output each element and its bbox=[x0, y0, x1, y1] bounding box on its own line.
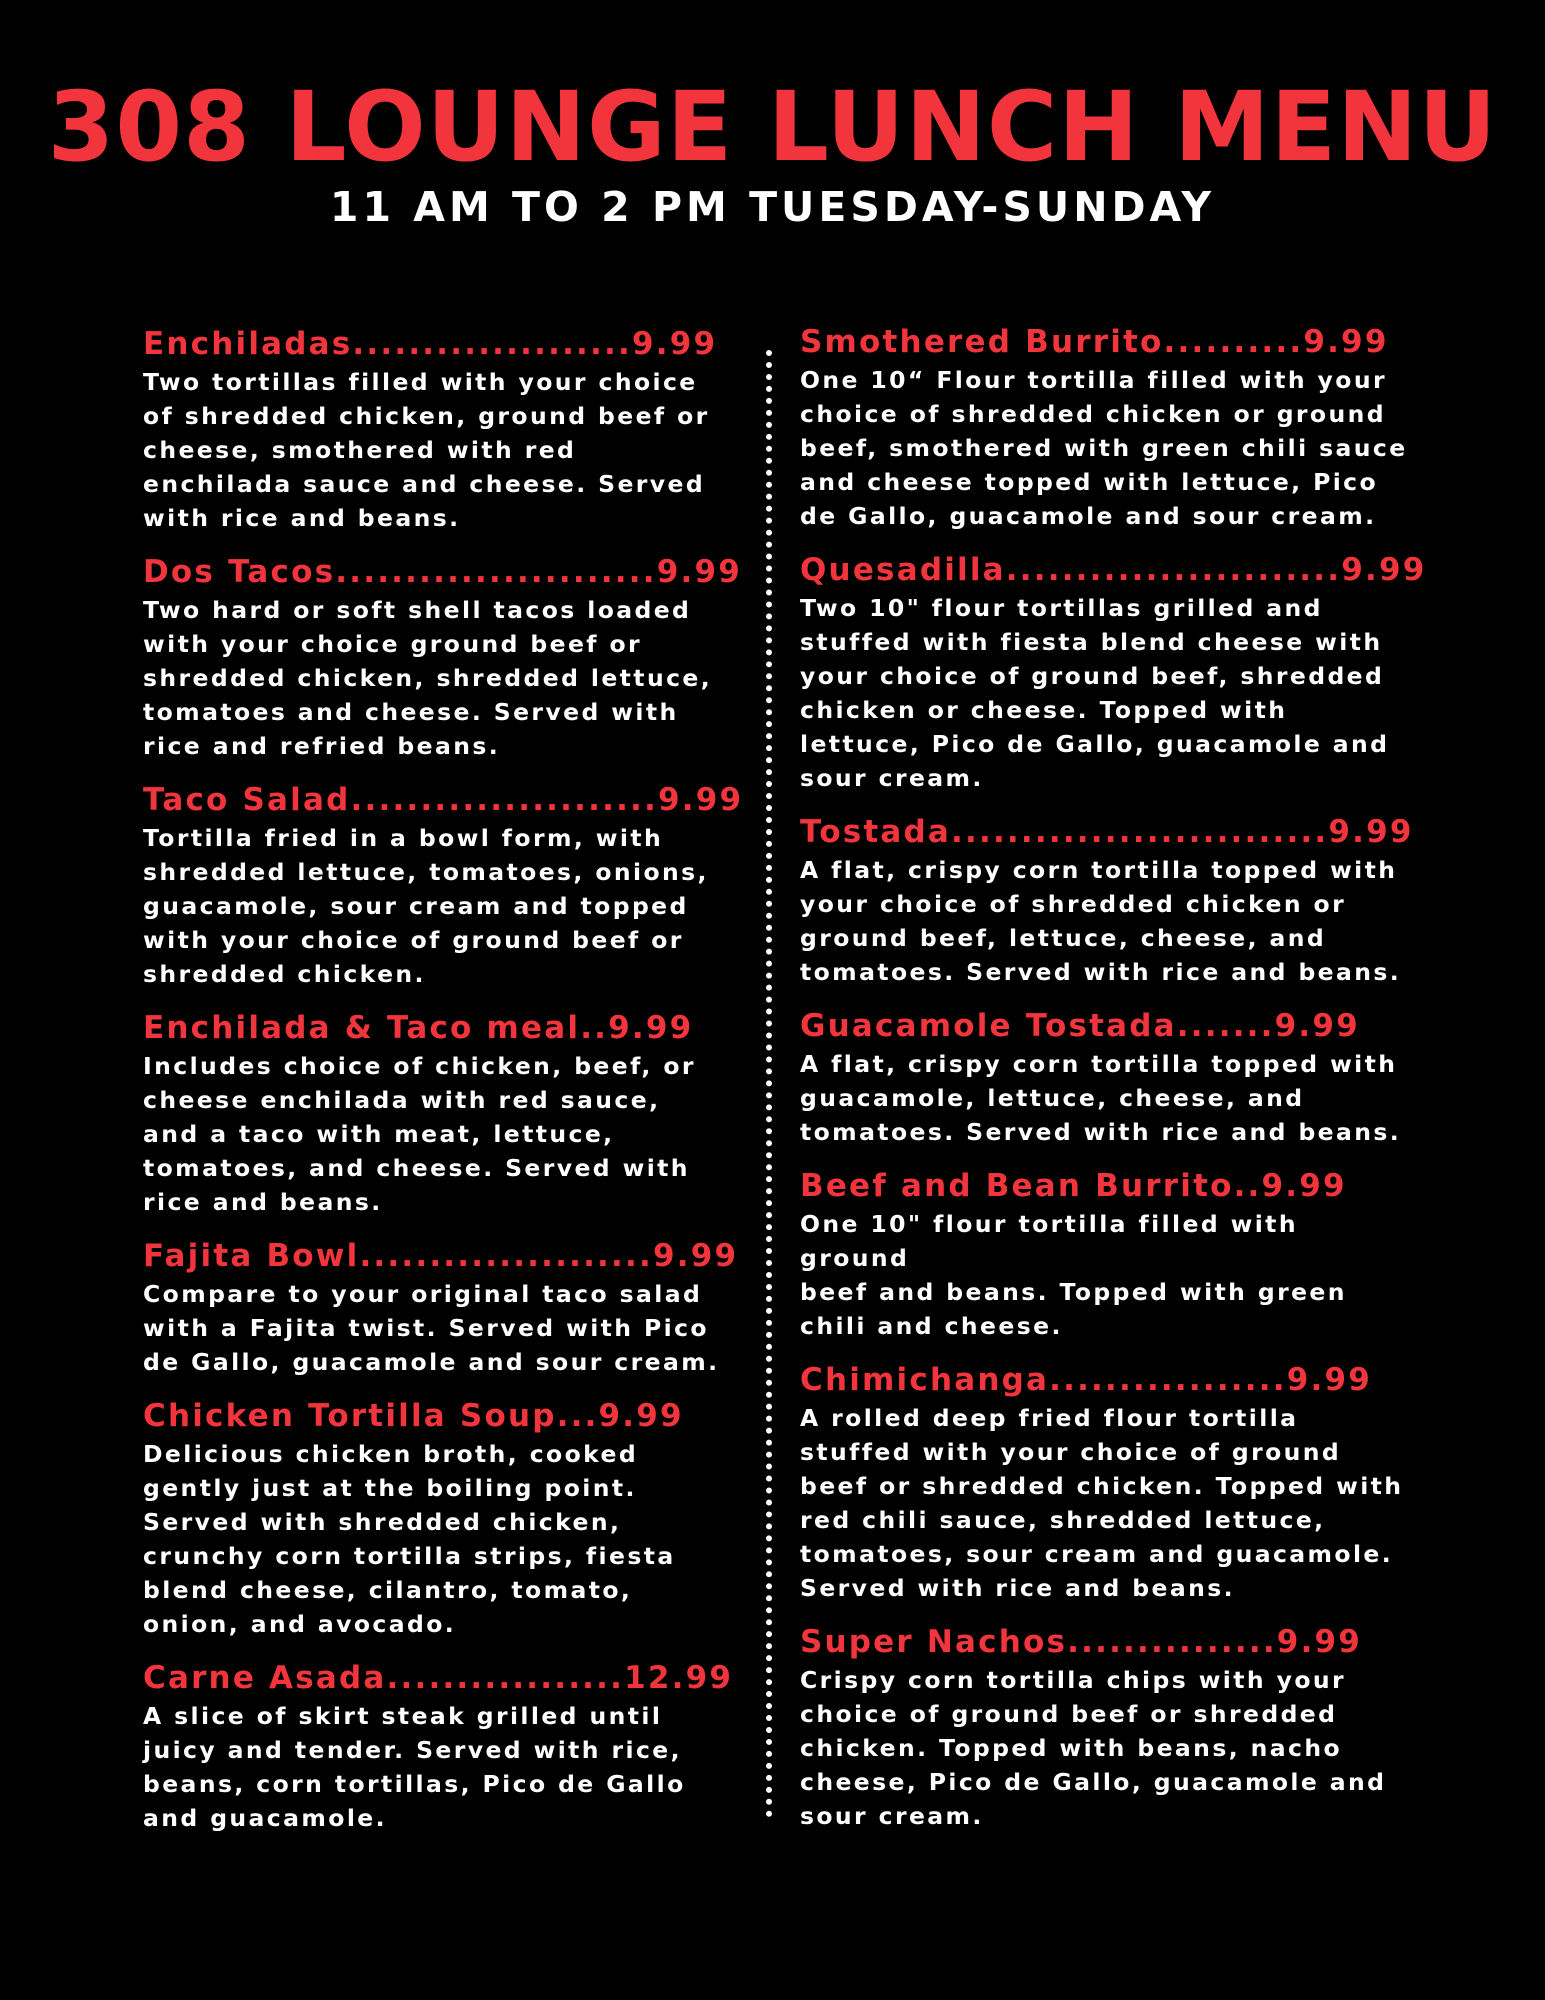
menu-item-name: Dos Tacos.......................9.99 bbox=[143, 554, 743, 590]
menu-item-description: Crispy corn tortilla chips with your choice of ground beef or shredded chicken. Topped with beans, nacho cheese, Pico de Gallo, guacamole and sour cream. bbox=[800, 1666, 1387, 1830]
menu-item-name: Chimichanga.................9.99 bbox=[800, 1362, 1373, 1398]
menu-item-description: A slice of skirt steak grilled until juicy and tender. Served with rice, beans, corn tortillas, Pico de Gallo and guacamole. bbox=[143, 1702, 686, 1832]
menu-item-name: Fajita Bowl.....................9.99 bbox=[143, 1238, 739, 1274]
menu-item-enchilada-taco-meal bbox=[143, 1008, 753, 1219]
menu-item-quesadilla bbox=[800, 550, 1427, 795]
column-divider bbox=[766, 350, 772, 1818]
menu-item-name: Carne Asada.................12.99 bbox=[143, 1660, 734, 1696]
menu-hours: 11 AM TO 2 PM TUESDAY-SUNDAY bbox=[329, 183, 1216, 231]
left-menu-column bbox=[143, 324, 753, 1852]
menu-item-description: A flat, crispy corn tortilla topped with your choice of shredded chicken or ground beef, lettuce, cheese, and tomatoes. Served with rice and beans. bbox=[800, 856, 1402, 986]
menu-item-beef-bean-burrito bbox=[800, 1166, 1410, 1343]
menu-item-name: Quesadilla........................9.99 bbox=[800, 552, 1427, 588]
menu-item-guacamole-tostada bbox=[800, 1006, 1410, 1149]
menu-item-description: Two tortillas filled with your choice of shredded chicken, ground beef or cheese, smothered with red enchilada sauce and cheese. Served with rice and beans. bbox=[143, 368, 710, 532]
menu-item-chicken-tortilla-soup bbox=[143, 1396, 753, 1641]
menu-item-description: A flat, crispy corn tortilla topped with guacamole, lettuce, cheese, and tomatoes. Served with rice and beans. bbox=[800, 1050, 1402, 1146]
menu-item-description: Two hard or soft shell tacos loaded with your choice ground beef or shredded chicken, shredded lettuce, tomatoes and cheese. Served with rice and refried beans. bbox=[143, 596, 713, 760]
right-menu-column bbox=[800, 322, 1427, 1850]
menu-item-name: Tostada...........................9.99 bbox=[800, 814, 1414, 850]
menu-item-name: Beef and Bean Burrito..9.99 bbox=[800, 1168, 1347, 1204]
menu-item-description: Two 10" flour tortillas grilled and stuffed with fiesta blend cheese with your choice of ground beef, shredded chicken or cheese. Topped with lettuce, Pico de Gallo, guacamole and sour cream. bbox=[800, 594, 1390, 792]
menu-title: 308 LOUNGE LUNCH MENU bbox=[47, 71, 1498, 183]
menu-item-taco-salad bbox=[143, 780, 753, 991]
menu-item-description: Tortilla fried in a bowl form, with shredded lettuce, tomatoes, onions, guacamole, sour cream and topped with your choice of ground beef or shredded chicken. bbox=[143, 824, 709, 988]
menu-item-super-nachos bbox=[800, 1622, 1410, 1833]
menu-item-fajita-bowl bbox=[143, 1236, 753, 1379]
menu-item-name: Enchiladas....................9.99 bbox=[143, 326, 718, 362]
menu-item-name: Taco Salad......................9.99 bbox=[143, 782, 744, 818]
menu-item-description: One 10" flour tortilla filled with ground beef and beans. Topped with green chili and cheese. bbox=[800, 1210, 1347, 1340]
menu-item-description: Delicious chicken broth, cooked gently just at the boiling point. Served with shredded chicken, crunchy corn tortilla strips, fiesta blend cheese, cilantro, tomato, onion, and avocado. bbox=[143, 1440, 676, 1638]
menu-item-name: Guacamole Tostada.......9.99 bbox=[800, 1008, 1360, 1044]
menu-item-name: Enchilada & Taco meal..9.99 bbox=[143, 1010, 694, 1046]
menu-item-smothered-burrito bbox=[800, 322, 1410, 533]
menu-item-dos-tacos bbox=[143, 552, 753, 763]
menu-item-name: Smothered Burrito..........9.99 bbox=[800, 324, 1389, 360]
menu-item-name: Super Nachos...............9.99 bbox=[800, 1624, 1363, 1660]
menu-item-enchiladas bbox=[143, 324, 753, 535]
menu-item-carne-asada bbox=[143, 1658, 753, 1835]
menu-item-name: Chicken Tortilla Soup...9.99 bbox=[143, 1398, 684, 1434]
menu-item-description: Compare to your original taco salad with a Fajita twist. Served with Pico de Gallo, guacamole and sour cream. bbox=[143, 1280, 720, 1376]
menu-item-description: One 10“ Flour tortilla filled with your choice of shredded chicken or ground beef, smothered with green chili sauce and cheese topped with lettuce, Pico de Gallo, guacamole and sour cream. bbox=[800, 366, 1408, 530]
menu-item-tostada bbox=[800, 812, 1414, 989]
menu-item-chimichanga bbox=[800, 1360, 1410, 1605]
menu-item-description: A rolled deep fried flour tortilla stuffed with your choice of ground beef or shredded chicken. Topped with red chili sauce, shredded lettuce, tomatoes, sour cream and guacamole. Served with rice and beans. bbox=[800, 1404, 1404, 1602]
menu-item-description: Includes choice of chicken, beef, or cheese enchilada with red sauce, and a taco with meat, lettuce, tomatoes, and cheese. Served with rice and beans. bbox=[143, 1052, 696, 1216]
